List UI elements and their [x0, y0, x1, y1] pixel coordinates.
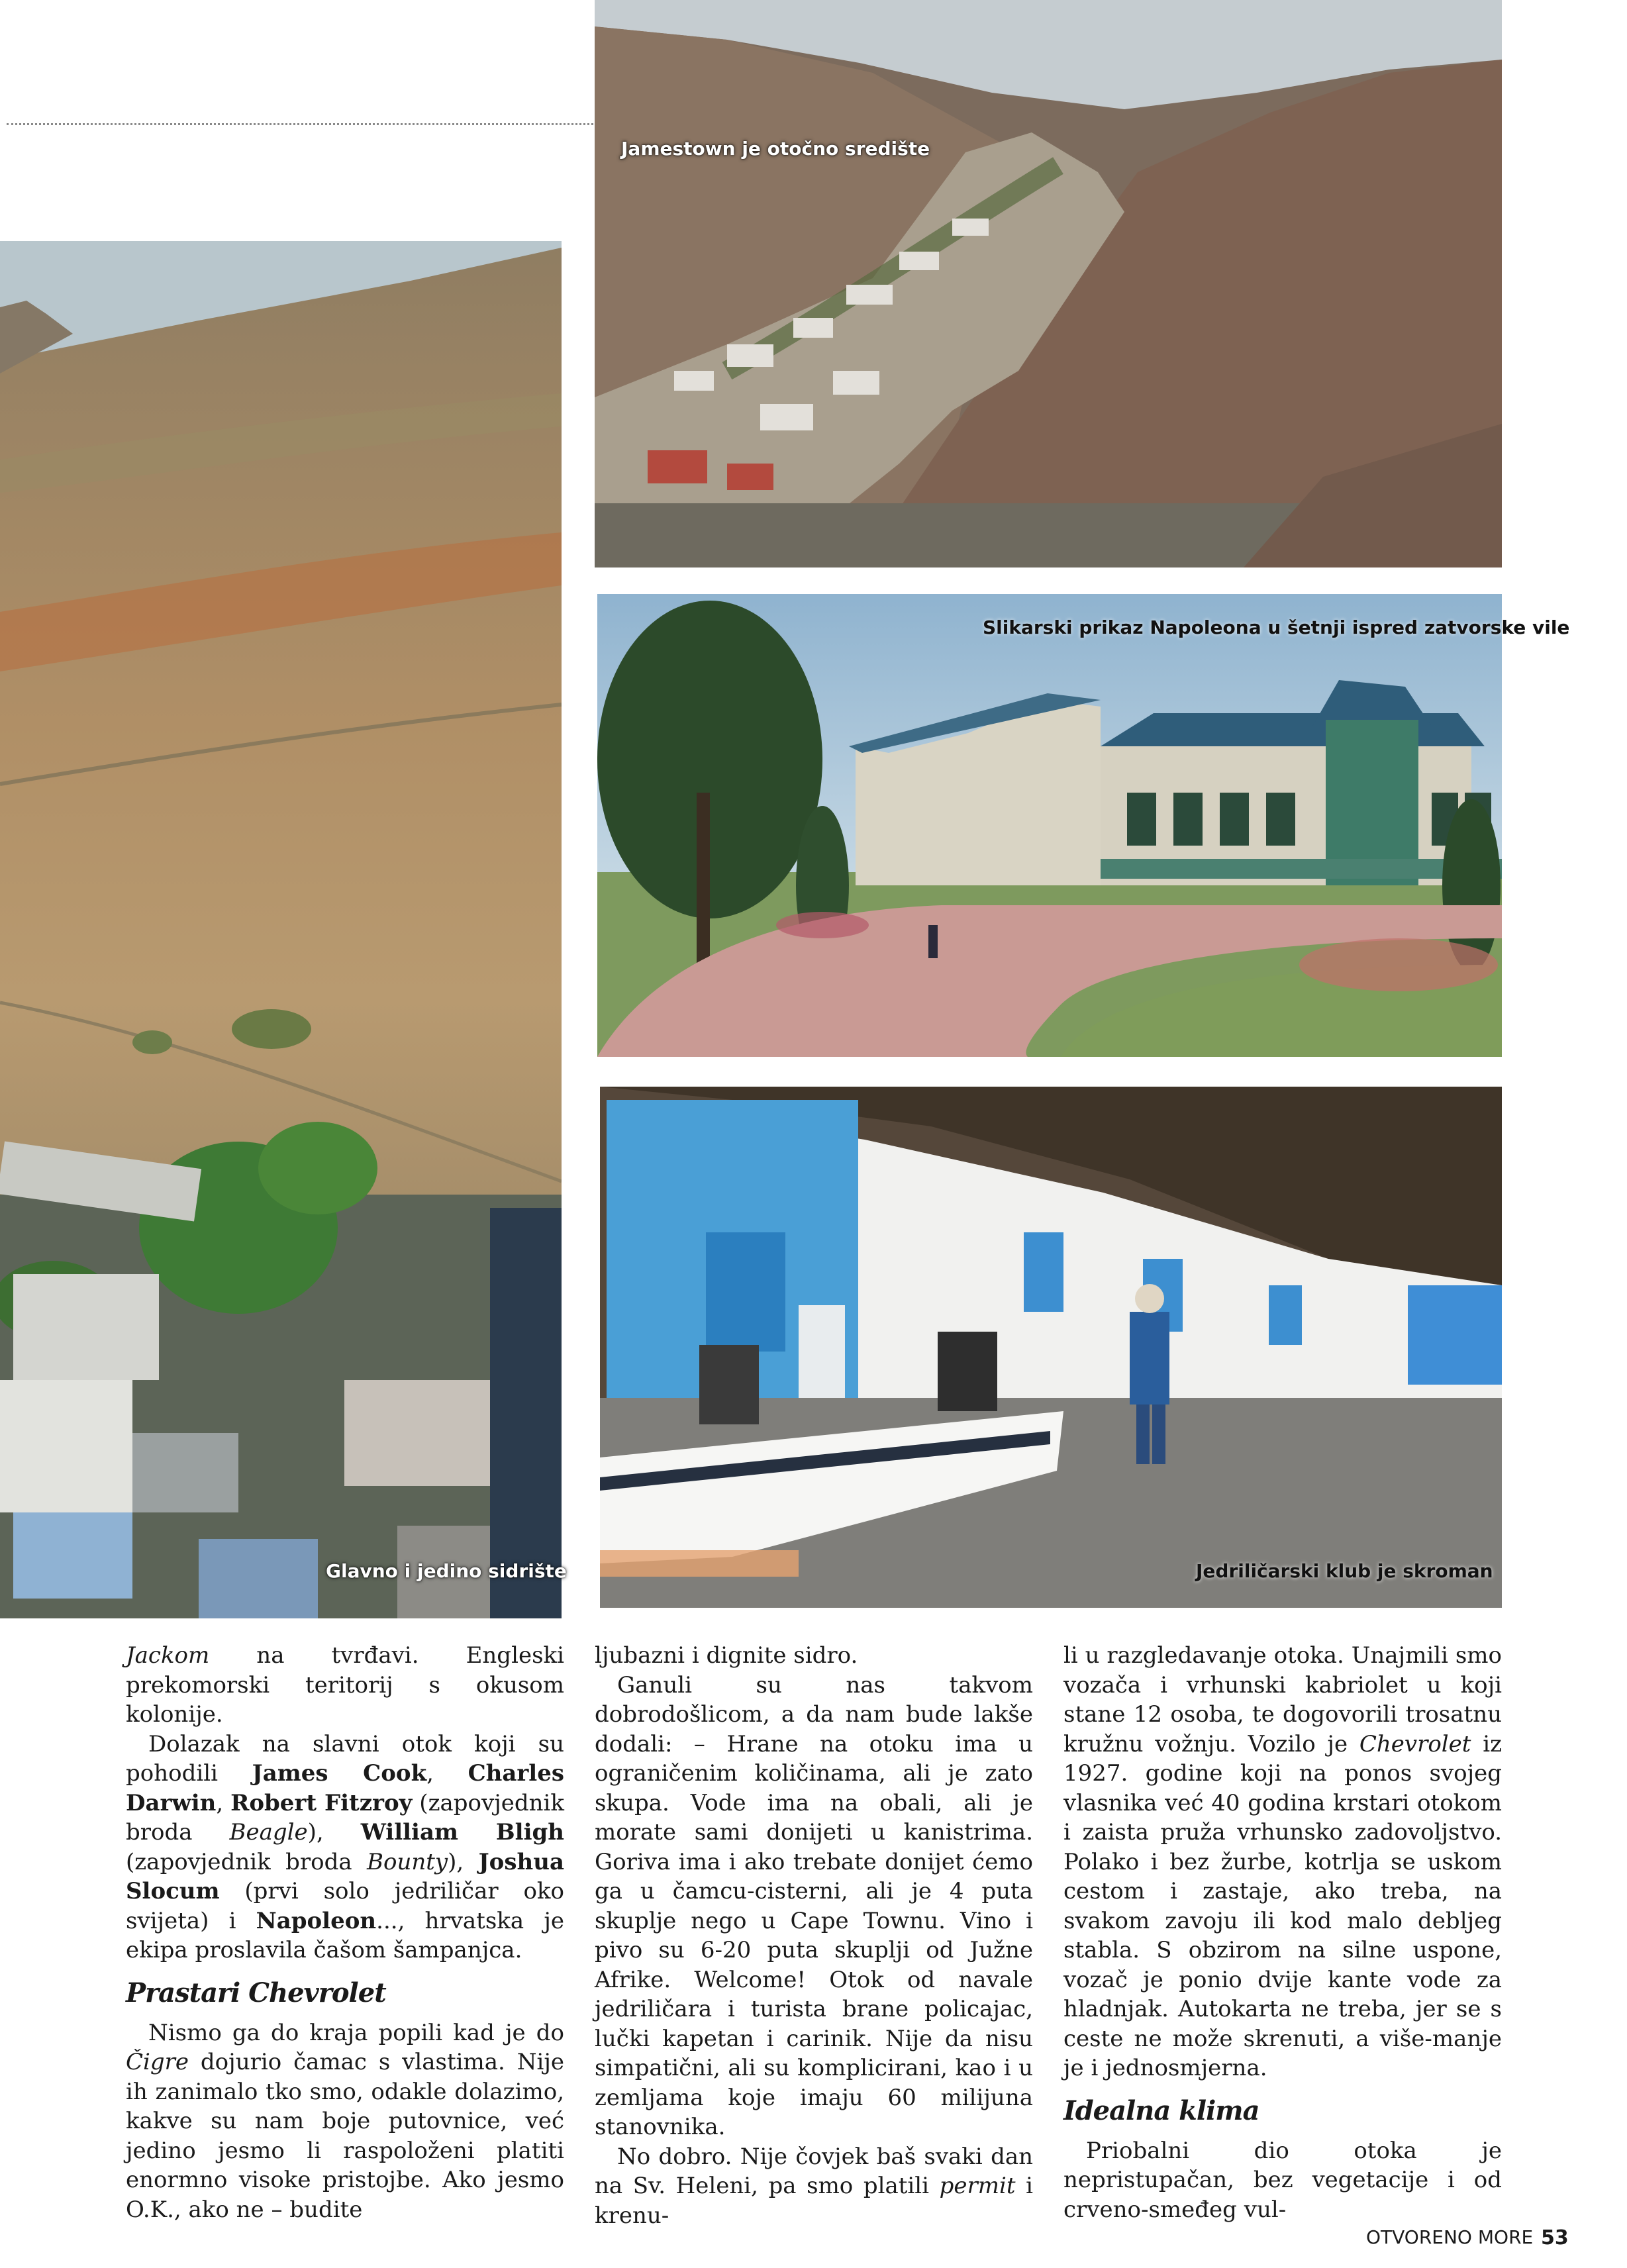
text-run: Jackom [126, 1642, 210, 1669]
paragraph [595, 2142, 1033, 2231]
text-run: Beagle [229, 1819, 308, 1846]
text-run: Joshua Slocum [126, 1848, 564, 1904]
text-run: William Bligh [360, 1819, 564, 1846]
text-run: ), [307, 1819, 361, 1846]
text-run: , [216, 1789, 231, 1816]
text-run: Nismo ga do kraja popili kad je do [148, 2019, 564, 2046]
text-run: li u razgledavanje otoka. Unajmili smo vozača i vrhunski kabriolet u koji stane 12 osoba, te dogovorili trosatnu kružnu vožnju. Vozilo je [1063, 1642, 1502, 1757]
text-run: No dobro. Nije čovjek baš svaki dan na Sv. Heleni, pa smo platili [595, 2143, 1033, 2199]
caption-jamestown: Jamestown je otočno središte [621, 138, 930, 160]
text-run: Dolazak na slavni otok koji su pohodili [126, 1730, 564, 1787]
text-run: ), [448, 1848, 479, 1875]
text-column-3 [1063, 1641, 1502, 2224]
text-run: permit [939, 2173, 1016, 2199]
paragraph: ljubazni i dignite sidro. [595, 1642, 858, 1669]
paragraph: Ganuli su nas takvom dobrodošlicom, a da nam bude lakše dodali: – Hrane na otoku ima u ograničenim količinama, ali je zato skupa. Vode ima na obali, ali je morate sami donijeti u kanistrima. Goriva ima i ako trebate donijet ćemo ga u čamcu-cisterni, ali je 4 puta skuplje nego u Cape Townu. Vino i pivo su 6-20 puta skuplji od Južne Afrike. Welcome! Otok od navale jedriličara i turista brane policajac, lučki kapetan i carinik. Nije da nisu simpatični, ali su komplicirani, kao i u zemljama koje imaju 60 milijuna stanovnika. [595, 1671, 1033, 2140]
text-run: Robert Fitzroy [230, 1789, 413, 1816]
photo-napoleon-painting [597, 594, 1502, 1057]
magazine-name: OTVORENO MORE [1366, 2226, 1534, 2248]
text-run: (prvi solo jedriličar oko svijeta) i [126, 1878, 564, 1934]
text-column-2 [595, 1641, 1033, 2230]
text-run: , [426, 1760, 468, 1787]
text-run: i krenu- [595, 2173, 1033, 2229]
text-run: Bounty [367, 1848, 448, 1875]
text-run: James Cook [252, 1760, 427, 1787]
paragraph [126, 1641, 564, 1730]
text-run: (zapovjednik broda [126, 1789, 564, 1846]
text-run: (zapovjednik broda [126, 1848, 367, 1875]
text-run: Napoleon [256, 1907, 377, 1934]
text-run: Chevrolet [1359, 1730, 1471, 1757]
page-number: 53 [1541, 2226, 1569, 2249]
text-run: Čigre [126, 2049, 189, 2075]
paragraph: Priobalni dio otoka je nepristupačan, bez vegetacije i od crveno-smeđeg vul- [1063, 2137, 1502, 2223]
text-run: na tvrđavi. Engleski prekomorski teritorij s okusom kolonije. [126, 1642, 564, 1728]
text-run: dojurio čamac s vlastima. Nije ih zanimalo tko smo, odakle dolazimo, kakve su nam boje putovnice, već jedino jesmo li raspoloženi platiti enormno visoke pristojbe. Ako jesmo O.K., ako ne – budite [126, 2049, 564, 2223]
photo-sailing-club [600, 1087, 1502, 1608]
paragraph [126, 2018, 564, 2225]
text-run: iz 1927. godine koji na ponos svojeg vlasnika već 40 godina krstari otokom i zaista pruža vrhunsko zadovoljstvo. Polako i bez žurbe, kotrlja se uskom cestom i zastaje, ako treba, na svakom zavoju ili kod malo debljeg stabla. S obzirom na silne uspone, vozač je ponio dvije kante vode za hladnjak. Autokarta ne treba, jer se s ceste ne može skrenuti, a više-manje je i jednosmjerna. [1063, 1730, 1502, 2081]
caption-sailing-club: Jedriličarski klub je skroman [1196, 1560, 1493, 1582]
text-column-1 [126, 1641, 564, 2224]
paragraph [1063, 1641, 1502, 2083]
text-run: ..., hrvatska je ekipa proslavila čašom šampanjca. [126, 1907, 564, 1963]
text-run: Charles Darwin [126, 1760, 564, 1816]
dotted-rule [7, 123, 593, 125]
section-heading: Idealna klima [1063, 2095, 1259, 2126]
photo-anchorage [0, 241, 562, 1618]
paragraph [126, 1730, 564, 1965]
section-heading: Prastari Chevrolet [126, 1977, 386, 2008]
caption-anchorage: Glavno i jedino sidrište [326, 1560, 567, 1582]
caption-napoleon: Slikarski prikaz Napoleona u šetnji ispred zatvorske vile [983, 616, 1570, 638]
photo-jamestown [595, 0, 1502, 567]
